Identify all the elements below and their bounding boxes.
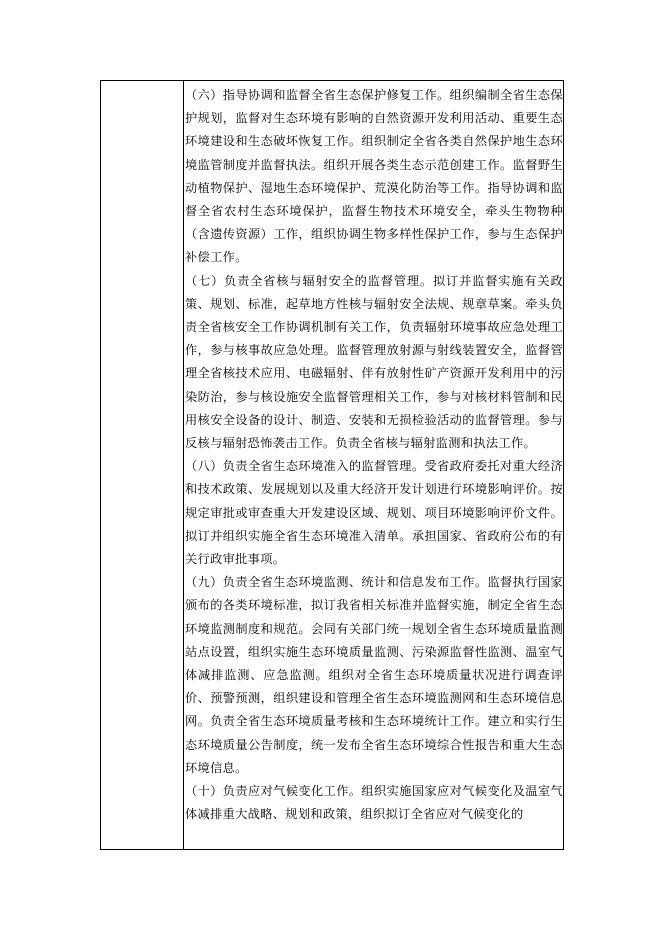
table-content-cell — [185, 84, 563, 849]
paragraph-item-10: （十）负责应对气候变化工作。组织实施国家应对气候变化及温室气体减排重大战略、规划和政策，组织拟订全省应对气候变化的 — [185, 784, 563, 822]
duties-table — [100, 80, 564, 850]
paragraph-item-6: （六）指导协调和监督全省生态保护修复工作。组织编制全省生态保护规划，监督对生态环境有影响的自然资源开发利用活动、重要生态环境建设和生态破坏恢复工作。组织制定全省各类自然保护地生态环境监管制度并监督执法。组织开展各类生态示范创建工作。监督野生动植物保护、湿地生态环境保护、荒漠化防治等工作。指导协调和监督全省农村生态环境保护，监督生物技术环境安全，牵头生物物种（含遗传资源）工作，组织协调生物多样性保护工作，参与生态保护补偿工作。 — [185, 88, 563, 265]
table-left-cell — [101, 81, 184, 849]
paragraph-item-8: （八）负责全省生态环境准入的监督管理。受省政府委托对重大经济和技术政策、发展规划以及重大经济开发计划进行环境影响评价。按规定审批或审查重大开发建设区域、规划、项目环境影响评价文件。拟订并组织实施全省生态环境准入清单。承担国家、省政府公布的有关行政审批事项。 — [185, 459, 563, 567]
paragraph-item-9: （九）负责全省生态环境监测、统计和信息发布工作。监督执行国家颁布的各类环境标准，拟订我省相关标准并监督实施，制定全省生态环境监测制度和规范。会同有关部门统一规划全省生态环境质量监测站点设置，组织实施生态环境质量监测、污染源监督性监测、温室气体减排监测、应急监测。组织对全省生态环境质量状况进行调查评价、预警预测，组织建设和管理全省生态环境监测网和生态环境信息网。负责全省生态环境质量考核和生态环境统计工作。建立和实行生态环境质量公告制度，统一发布全省生态环境综合性报告和重大生态环境信息。 — [185, 575, 563, 775]
paragraph-item-7: （七）负责全省核与辐射安全的监督管理。拟订并监督实施有关政策、规划、标准，起草地方性核与辐射安全法规、规章草案。牵头负责全省核安全工作协调机制有关工作，负责辐射环境事故应急处理工作，参与核事故应急处理。监督管理放射源与射线装置安全，监督管理全省核技术应用、电磁辐射、伴有放射性矿产资源开发利用中的污染防治，参与核设施安全监督管理相关工作，参与对核材料管制和民用核安全设备的设计、制造、安装和无损检验活动的监督管理。参与反核与辐射恐怖袭击工作。负责全省核与辐射监测和执法工作。 — [185, 273, 563, 451]
